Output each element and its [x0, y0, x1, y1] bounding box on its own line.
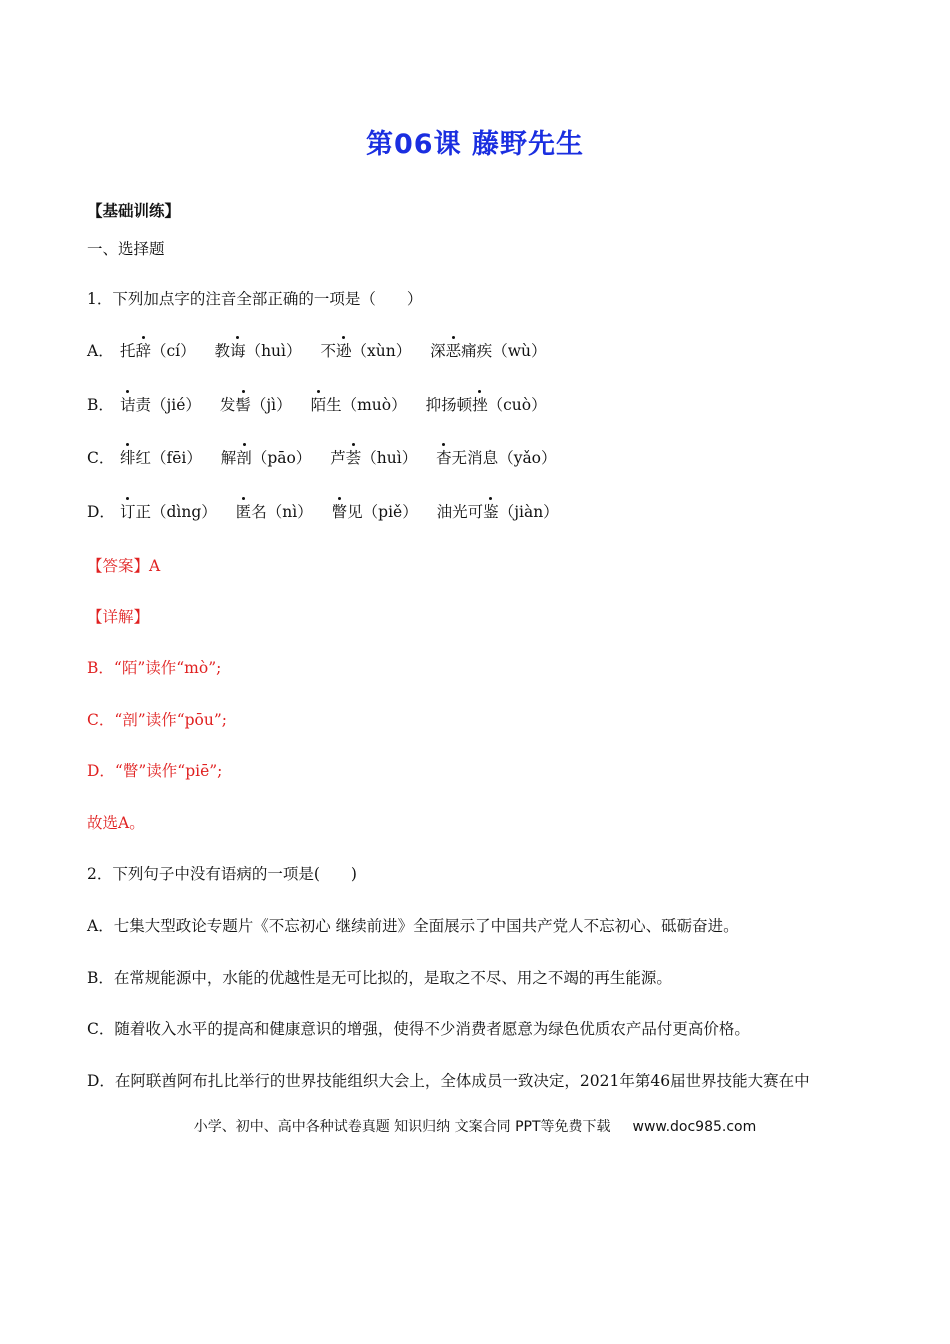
option-item: 杳无消息（yǎo）: [436, 449, 557, 467]
q1-detail-c: C．“剖”读作“pōu”;: [87, 711, 228, 729]
dotted-char: 绯: [119, 449, 136, 467]
option-item: 抑扬顿挫（cuò）: [425, 396, 547, 414]
option-label: B．: [87, 396, 114, 414]
q1-detail-b: B．“陌”读作“mò”;: [87, 659, 222, 677]
answer-value: A: [149, 557, 161, 575]
option-item: 陌生（muò）: [310, 396, 407, 414]
option-label: D．: [87, 503, 115, 521]
dotted-char: 逊: [335, 342, 352, 360]
option-item: 解剖（pāo）: [220, 449, 312, 467]
page-title: 第06课 藤野先生: [366, 129, 584, 160]
option-item: 托辞（cí）: [119, 342, 196, 360]
footer-text: 小学、初中、高中各种试卷真题 知识归纳 文案合同 PPT等免费下载: [193, 1119, 611, 1135]
option-label: A．: [87, 342, 114, 360]
dotted-char: 诲: [230, 342, 246, 360]
option-item: 诘责（jié）: [119, 396, 201, 414]
option-item: 瞥见（piě）: [331, 503, 418, 521]
q1-detail-label: 【详解】: [87, 608, 150, 626]
option-item: 芦荟（huì）: [330, 449, 418, 467]
option-label: C．: [87, 449, 115, 467]
part-heading: 一、选择题: [87, 240, 165, 258]
dotted-char: 辞: [135, 342, 151, 360]
option-item: 教诲（huì）: [214, 342, 302, 360]
q1-detail-conclusion: 故选A。: [87, 814, 145, 832]
option-item: 深恶痛疾（wù）: [430, 342, 547, 360]
q2-option-b: B．在常规能源中，水能的优越性是无可比拟的，是取之不尽、用之不竭的再生能源。: [87, 969, 672, 987]
option-item: 订正（dìng）: [119, 503, 217, 521]
q1-option-c: [87, 448, 571, 468]
option-item: 发髻（jì）: [219, 396, 292, 414]
dotted-char: 瞥: [331, 503, 348, 521]
option-item: 油光可鉴（jiàn）: [436, 503, 559, 521]
dotted-char: 剖: [236, 449, 252, 467]
option-item: 不逊（xùn）: [320, 342, 412, 360]
page-footer: [0, 1116, 950, 1136]
option-item: 匿名（nì）: [235, 503, 313, 521]
q1-option-d: [87, 502, 573, 522]
dotted-char: 恶: [445, 342, 462, 360]
q1-option-b: [87, 395, 561, 415]
dotted-char: 挫: [472, 396, 488, 414]
dotted-char: 诘: [119, 396, 136, 414]
q2-option-a: A．七集大型政论专题片《不忘初心 继续前进》全面展示了中国共产党人不忘初心、砥砺奋进。: [87, 917, 739, 935]
q2-option-d: D．在阿联酋阿布扎比举行的世界技能组织大会上，全体成员一致决定，2021年第46届世界技能大赛在中: [87, 1072, 810, 1090]
q1-detail-d: D．“瞥”读作“piē”;: [87, 762, 223, 780]
dotted-char: 匿: [235, 503, 252, 521]
q2-stem: 2．下列句子中没有语病的一项是( ): [87, 865, 357, 883]
dotted-char: 陌: [310, 396, 327, 414]
q1-stem: 1．下列加点字的注音全部正确的一项是（ ）: [87, 290, 423, 308]
footer-url[interactable]: www.doc985.com: [632, 1119, 757, 1135]
option-item: 绯红（fēi）: [119, 449, 202, 467]
dotted-char: 杳: [436, 449, 452, 467]
dotted-char: 髻: [235, 396, 251, 414]
q1-answer: [87, 556, 160, 576]
q2-option-c: C．随着收入水平的提高和健康意识的增强，使得不少消费者愿意为绿色优质农产品付更高价格。: [87, 1020, 750, 1038]
q1-option-a: [87, 341, 560, 361]
dotted-char: 订: [119, 503, 136, 521]
dotted-char: 鉴: [483, 503, 499, 521]
answer-label: 【答案】: [87, 557, 150, 575]
section-heading: 【基础训练】: [87, 201, 181, 220]
dotted-char: 荟: [345, 449, 362, 467]
